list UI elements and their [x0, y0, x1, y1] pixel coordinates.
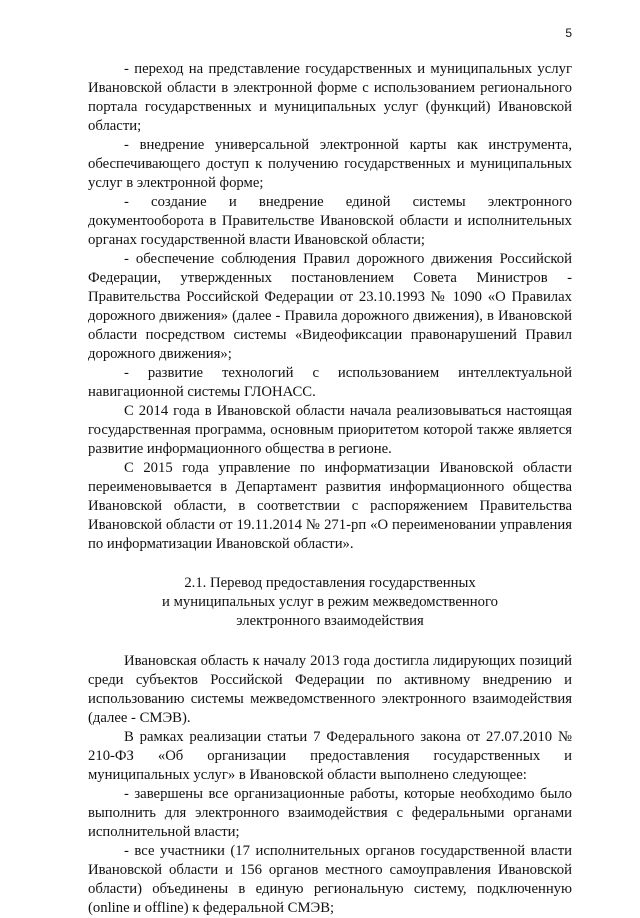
paragraph-smev-intro: Ивановская область к началу 2013 года достигла лидирующих позиций среди субъектов Российской Федерации по активному внедрению и использованию системы межведомственного электронного взаимодействия (далее - СМЭВ).: [88, 653, 572, 726]
paragraph-bullet-organizational: - завершены все организационные работы, которые необходимо было выполнить для электронного взаимодействия с федеральными органами исполнительной власти;: [88, 786, 572, 840]
paragraph-bullet-traffic: - обеспечение соблюдения Правил дорожного движения Российской Федерации, утвержденных постановлением Совета Министров - Правительства Российской Федерации от 23.10.1993 № 1090 «О Правилах дорожного движения» (далее - Правила дорожного движения), в Ивановской области посредством системы «Видеофиксации правонарушений Правил дорожного движения»;: [88, 251, 572, 362]
paragraph-2015: С 2015 года управление по информатизации Ивановской области переименовывается в Департамент развития информационного общества Ивановской области, в соответствии с распоряжением Правительства Ивановской области от 19.11.2014 № 271-рп «О переименовании управления по информатизации Ивановской области».: [88, 460, 572, 552]
section-heading-line: и муниципальных услуг в режим межведомственного: [162, 594, 498, 610]
paragraph-2014: С 2014 года в Ивановской области начала реализовываться настоящая государственная программа, основным приоритетом которой также является развитие информационного общества в регионе.: [88, 403, 572, 457]
section-heading: [88, 574, 572, 631]
paragraph-law-210: В рамках реализации статьи 7 Федерального закона от 27.07.2010 № 210-ФЗ «Об организации предоставления государственных и муниципальных услуг» в Ивановской области выполнено следующее:: [88, 729, 572, 783]
paragraph-bullet-glonass: - развитие технологий с использованием интеллектуальной навигационной системы ГЛОНАСС.: [88, 365, 572, 400]
document-body: [88, 60, 572, 918]
paragraph-bullet-uec: - внедрение универсальной электронной карты как инструмента, обеспечивающего доступ к получению государственных и муниципальных услуг в электронной форме;: [88, 137, 572, 191]
paragraph-bullet-participants: - все участники (17 исполнительных органов государственной власти Ивановской области и 156 органов местного самоуправления Ивановской области) объединены в единую региональную систему, подключенную (online и offline) к федеральной СМЭВ;: [88, 843, 572, 916]
paragraph-bullet-portal: - переход на представление государственных и муниципальных услуг Ивановской области в электронной форме с использованием регионального портала государственных и муниципальных услуг (функций) Ивановской области;: [88, 61, 572, 134]
page-number: 5: [565, 26, 572, 40]
paragraph-bullet-edms: - создание и внедрение единой системы электронного документооборота в Правительстве Ивановской области и исполнительных органах государственной власти Ивановской области;: [88, 194, 572, 248]
section-heading-line: электронного взаимодействия: [236, 613, 424, 629]
section-heading-line: 2.1. Перевод предоставления государственных: [184, 575, 476, 591]
